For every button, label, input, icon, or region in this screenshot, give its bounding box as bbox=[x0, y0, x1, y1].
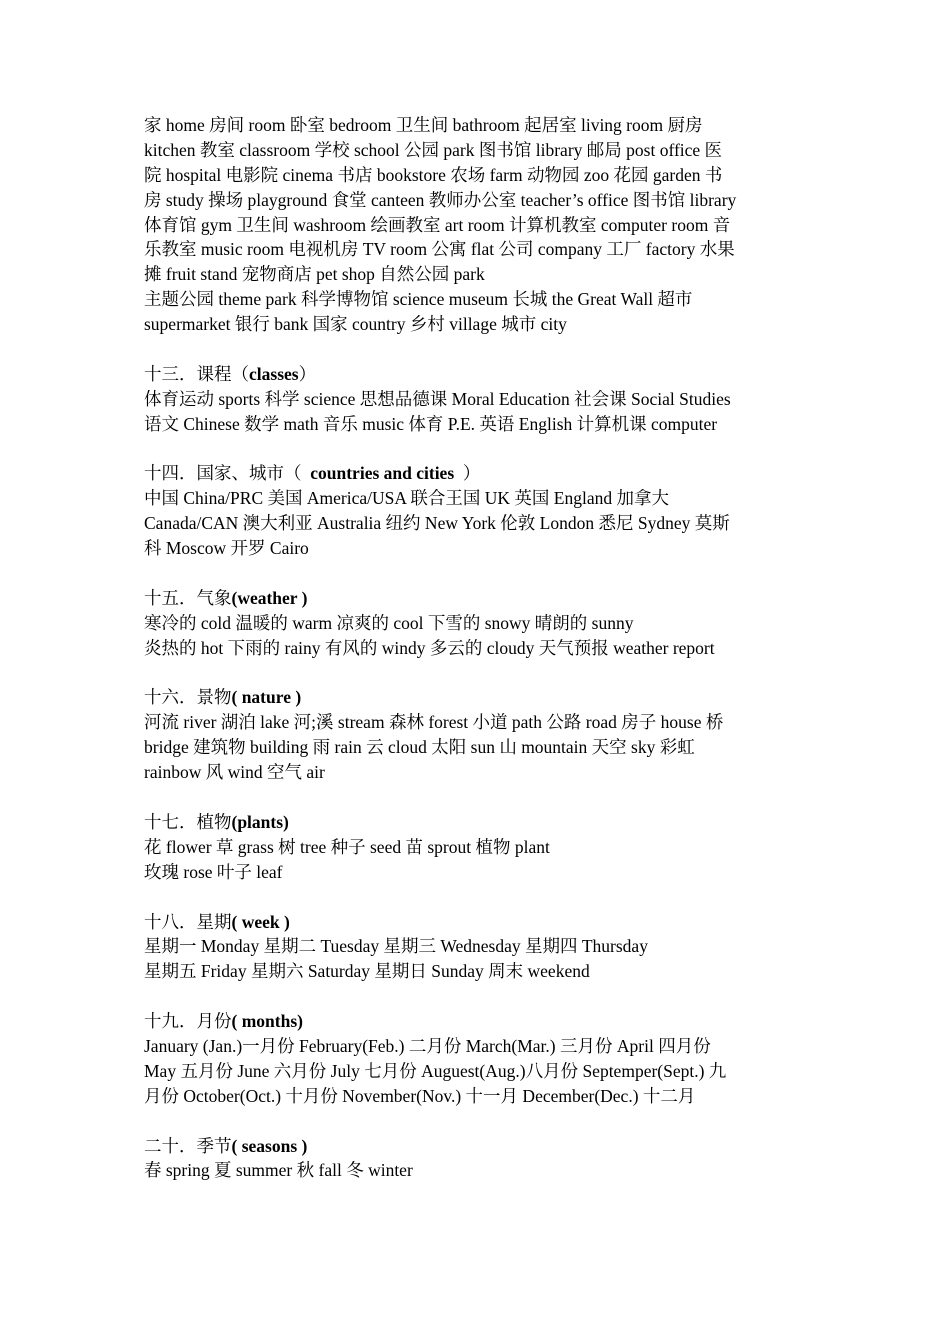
text-line: 月份 October(Oct.) 十月份 November(Nov.) 十一月 December(Dec.) 十二月 bbox=[144, 1085, 696, 1106]
section-heading: 十九．月份( months) bbox=[144, 1011, 303, 1032]
section-nature bbox=[144, 685, 814, 785]
text-line: 河流 river 湖泊 lake 河;溪 stream 森林 forest 小道 path 公路 road 房子 house 桥 bbox=[144, 712, 724, 733]
blank-line bbox=[144, 785, 814, 810]
section-countries-and-cities bbox=[144, 461, 814, 561]
blank-line bbox=[144, 885, 814, 910]
text-line: kitchen 教室 classroom 学校 school 公园 park 图书馆 library 邮局 post office 医 bbox=[144, 139, 723, 160]
section-classes bbox=[144, 362, 814, 437]
text-line: January (Jan.)一月份 February(Feb.) 二月份 March(Mar.) 三月份 April 四月份 bbox=[144, 1035, 711, 1056]
places-vocabulary bbox=[144, 113, 814, 337]
text-line: rainbow 风 wind 空气 air bbox=[144, 762, 325, 783]
text-line: May 五月份 June 六月份 July 七月份 Auguest(Aug.)八月份 Septemper(Sept.) 九 bbox=[144, 1060, 727, 1081]
text-line: 炎热的 hot 下雨的 rainy 有风的 windy 多云的 cloudy 天气预报 weather report bbox=[144, 637, 715, 658]
section-heading: 十三．课程（classes） bbox=[144, 363, 317, 384]
text-line: 寒冷的 cold 温暖的 warm 凉爽的 cool 下雪的 snowy 晴朗的 sunny bbox=[144, 612, 634, 633]
text-line: 房 study 操场 playground 食堂 canteen 教师办公室 teacher’s office 图书馆 library bbox=[144, 189, 737, 210]
text-line: 中国 China/PRC 美国 America/USA 联合王国 UK 英国 England 加拿大 bbox=[144, 488, 669, 509]
text-line: 玫瑰 rose 叶子 leaf bbox=[144, 861, 283, 882]
section-heading: 十七．植物(plants) bbox=[144, 811, 289, 832]
text-line: 花 flower 草 grass 树 tree 种子 seed 苗 sprout 植物 plant bbox=[144, 836, 550, 857]
section-heading: 十八．星期( week ) bbox=[144, 911, 290, 932]
section-weather bbox=[144, 586, 814, 661]
section-heading: 十五．气象(weather ) bbox=[144, 587, 308, 608]
section-heading: 十六．景物( nature ) bbox=[144, 687, 302, 708]
section-week bbox=[144, 910, 814, 985]
text-line: bridge 建筑物 building 雨 rain 云 cloud 太阳 sun 山 mountain 天空 sky 彩虹 bbox=[144, 737, 695, 758]
text-line: Canada/CAN 澳大利亚 Australia 纽约 New York 伦敦 London 悉尼 Sydney 莫斯 bbox=[144, 513, 730, 534]
section-heading: 二十．季节( seasons ) bbox=[144, 1135, 308, 1156]
section-months bbox=[144, 1009, 814, 1109]
text-line: 摊 fruit stand 宠物商店 pet shop 自然公园 park bbox=[144, 264, 485, 285]
text-line: 主题公园 theme park 科学博物馆 science museum 长城 the Great Wall 超市 bbox=[144, 289, 693, 310]
text-line: 语文 Chinese 数学 math 音乐 music 体育 P.E. 英语 English 计算机课 computer bbox=[144, 413, 718, 434]
section-heading: 十四．国家、城市（ countries and cities ） bbox=[144, 463, 481, 484]
section-plants bbox=[144, 810, 814, 885]
text-line: 科 Moscow 开罗 Cairo bbox=[144, 538, 309, 559]
document-page bbox=[144, 113, 814, 1183]
text-line: 体育运动 sports 科学 science 思想品德课 Moral Education 社会课 Social Studies bbox=[144, 388, 731, 409]
text-line: 星期五 Friday 星期六 Saturday 星期日 Sunday 周末 weekend bbox=[144, 961, 590, 982]
text-line: supermarket 银行 bank 国家 country 乡村 village 城市 city bbox=[144, 314, 567, 335]
text-line: 星期一 Monday 星期二 Tuesday 星期三 Wednesday 星期四 Thursday bbox=[144, 936, 648, 957]
text-line: 乐教室 music room 电视机房 TV room 公寓 flat 公司 company 工厂 factory 水果 bbox=[144, 239, 735, 260]
text-line: 春 spring 夏 summer 秋 fall 冬 winter bbox=[144, 1160, 413, 1181]
blank-line bbox=[144, 437, 814, 462]
blank-line bbox=[144, 1109, 814, 1134]
text-line: 院 hospital 电影院 cinema 书店 bookstore 农场 farm 动物园 zoo 花园 garden 书 bbox=[144, 164, 723, 185]
blank-line bbox=[144, 661, 814, 686]
text-line: 体育馆 gym 卫生间 washroom 绘画教室 art room 计算机教室 computer room 音 bbox=[144, 214, 731, 235]
blank-line bbox=[144, 984, 814, 1009]
blank-line bbox=[144, 337, 814, 362]
blank-line bbox=[144, 561, 814, 586]
text-line: 家 home 房间 room 卧室 bedroom 卫生间 bathroom 起居室 living room 厨房 bbox=[144, 115, 703, 135]
section-seasons bbox=[144, 1134, 814, 1184]
